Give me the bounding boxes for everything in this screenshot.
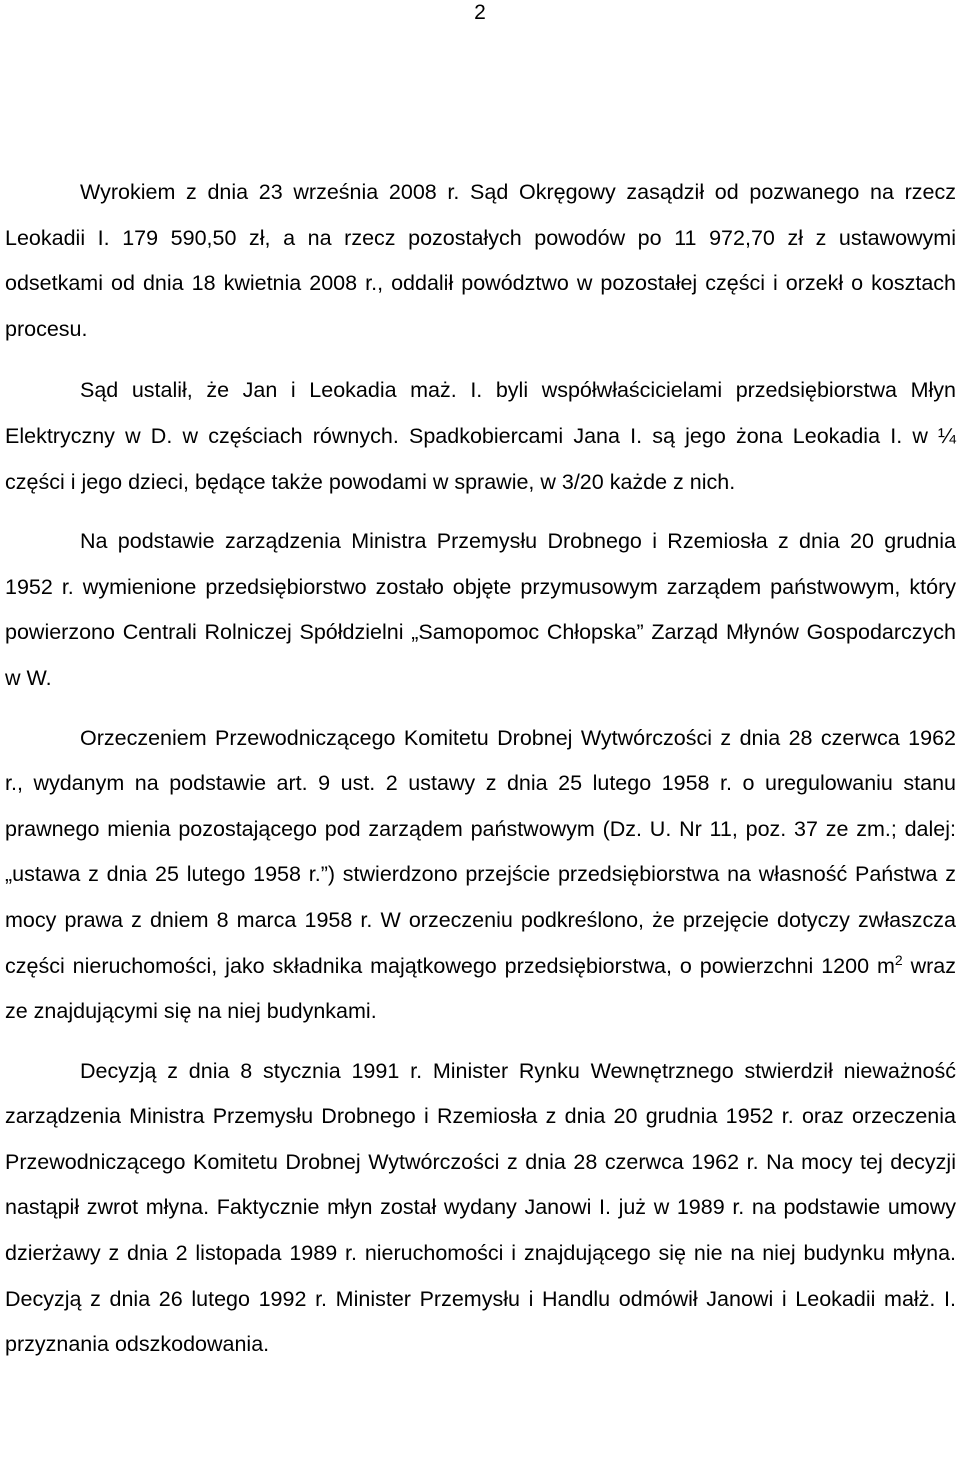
- paragraph-state-management: Na podstawie zarządzenia Ministra Przemysłu Drobnego i Rzemiosła z dnia 20 grudnia 1952 r. wymienione przedsiębiorstwo zostało objęte przymusowym zarządem państwowym, który powierzono Centrali Rolniczej Spółdzielni „Samopomoc Chłopska” Zarząd Młynów Gospodarczych w W.: [5, 529, 956, 690]
- superscript-square: 2: [894, 951, 903, 968]
- document-body: [5, 170, 956, 1384]
- paragraph-annulment-decision: Decyzją z dnia 8 stycznia 1991 r. Minister Rynku Wewnętrznego stwierdził nieważność zarządzenia Ministra Przemysłu Drobnego i Rzemiosła z dnia 20 grudnia 1952 r. oraz orzeczenia Przewodniczącego Komitetu Drobnej Wytwórczości z dnia 28 czerwca 1962 r. Na mocy tej decyzji nastąpił zwrot młyna. Faktycznie młyn został wydany Janowi I. już w 1989 r. na podstawie umowy dzierżawy z dnia 2 listopada 1989 r. nieruchomości i znajdującego się nie na niej budynku młyna. Decyzją z dnia 26 lutego 1992 r. Minister Przemysłu i Handlu odmówił Janowi i Leokadii małż. I. przyznania odszkodowania.: [5, 1058, 956, 1357]
- paragraph-judgment: Wyrokiem z dnia 23 września 2008 r. Sąd Okręgowy zasądził od pozwanego na rzecz Leokadii I. 179 590,50 zł, a na rzecz pozostałych powodów po 11 972,70 zł z ustawowymi odsetkami od dnia 18 kwietnia 2008 r., oddalił powództwo w pozostałej części i orzekł o kosztach procesu.: [5, 180, 956, 341]
- paragraph-nationalization-text: Orzeczeniem Przewodniczącego Komitetu Drobnej Wytwórczości z dnia 28 czerwca 1962 r., wydanym na podstawie art. 9 ust. 2 ustawy z dnia 25 lutego 1958 r. o uregulowaniu stanu prawnego mienia pozostającego pod zarządem państwowym (Dz. U. Nr 11, poz. 37 ze zm.; dalej: „ustawa z dnia 25 lutego 1958 r.”) stwierdzono przejście przedsiębiorstwa na własność Państwa z mocy prawa z dniem 8 marca 1958 r. W orzeczeniu podkreślono, że przejęcie dotyczy zwłaszcza części nieruchomości, jako składnika majątkowego przedsiębiorstwa, o powierzchni 1200 m: [5, 725, 956, 978]
- paragraph-nationalization-text-end: wraz ze znajdującymi się na niej budynkami.: [5, 953, 957, 1024]
- paragraph-nationalization-ruling: [5, 716, 956, 1035]
- paragraph-court-findings: Sąd ustalił, że Jan i Leokadia maż. I. byli współwłaścicielami przedsiębiorstwa Młyn Elektryczny w D. w częściach równych. Spadkobiercami Jana I. są jego żona Leokadia I. w ¼ części i jego dzieci, będące także powodami w sprawie, w 3/20 każde z nich.: [5, 378, 956, 494]
- page-number: 2: [474, 1, 486, 24]
